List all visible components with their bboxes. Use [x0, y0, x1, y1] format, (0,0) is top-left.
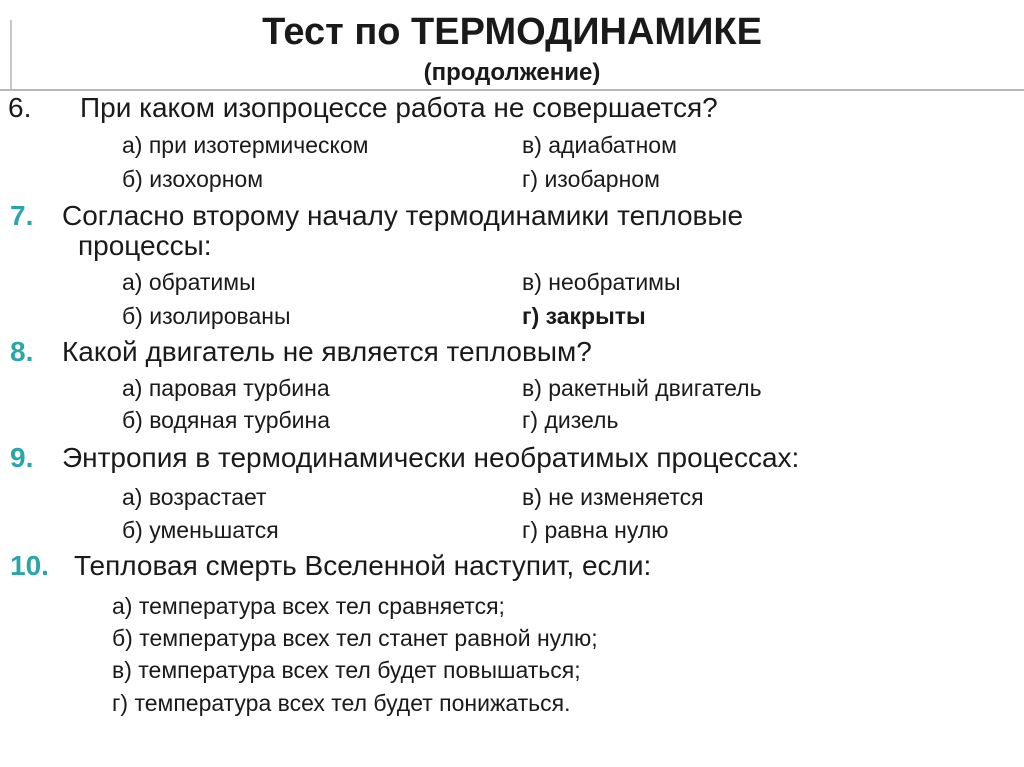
- answer-option: а) температура всех тел сравняется;: [112, 593, 505, 619]
- answer-option: г) равна нулю: [522, 517, 669, 543]
- answer-option: в) температура всех тел будет повышаться;: [112, 657, 581, 683]
- answer-option: б) водяная турбина: [122, 407, 331, 433]
- question-text: Энтропия в термодинамически необратимых процессах:: [62, 442, 800, 473]
- title-divider: [0, 89, 1024, 91]
- answer-option: б) уменьшатся: [122, 517, 279, 543]
- question-number: 8.: [10, 336, 34, 367]
- answer-option: в) ракетный двигатель: [522, 375, 762, 401]
- answer-option: г) температура всех тел будет понижаться.: [112, 690, 571, 716]
- question-10: [10, 550, 49, 582]
- answer-option: г) изобарном: [522, 166, 660, 192]
- answer-option: б) температура всех тел станет равной нулю;: [112, 625, 598, 651]
- question-7: [10, 200, 33, 232]
- answer-option: в) не изменяется: [522, 484, 704, 510]
- page-subtitle: (продолжение): [423, 59, 601, 86]
- question-text: При каком изопроцессе работа не совершается?: [80, 92, 718, 123]
- question-9: [10, 442, 33, 474]
- answer-option: б) изолированы: [122, 303, 291, 329]
- answer-option: а) возрастает: [122, 484, 267, 510]
- answer-option: а) паровая турбина: [122, 375, 330, 401]
- answer-option: в) необратимы: [522, 269, 681, 295]
- answer-option: в) адиабатном: [522, 132, 677, 158]
- answer-option: г) закрыты: [522, 303, 646, 329]
- answer-option: а) обратимы: [122, 269, 256, 295]
- page-title: Тест по ТЕРМОДИНАМИКЕ: [262, 11, 762, 53]
- question-text: Согласно второму началу термодинамики тепловые: [62, 200, 744, 231]
- answer-option: б) изохорном: [122, 166, 264, 192]
- question-text: Тепловая смерть Вселенной наступит, если:: [74, 550, 652, 581]
- answer-option: г) дизель: [522, 407, 619, 433]
- question-text: Какой двигатель не является тепловым?: [62, 336, 592, 367]
- question-6: [8, 92, 31, 124]
- question-text-continued: процессы:: [78, 230, 212, 261]
- question-number: 9.: [10, 442, 34, 473]
- answer-option: а) при изотермическом: [122, 132, 369, 158]
- question-number: 7.: [10, 200, 34, 231]
- question-number: 6.: [8, 92, 32, 123]
- question-8: [10, 336, 33, 368]
- question-number: 10.: [10, 550, 49, 581]
